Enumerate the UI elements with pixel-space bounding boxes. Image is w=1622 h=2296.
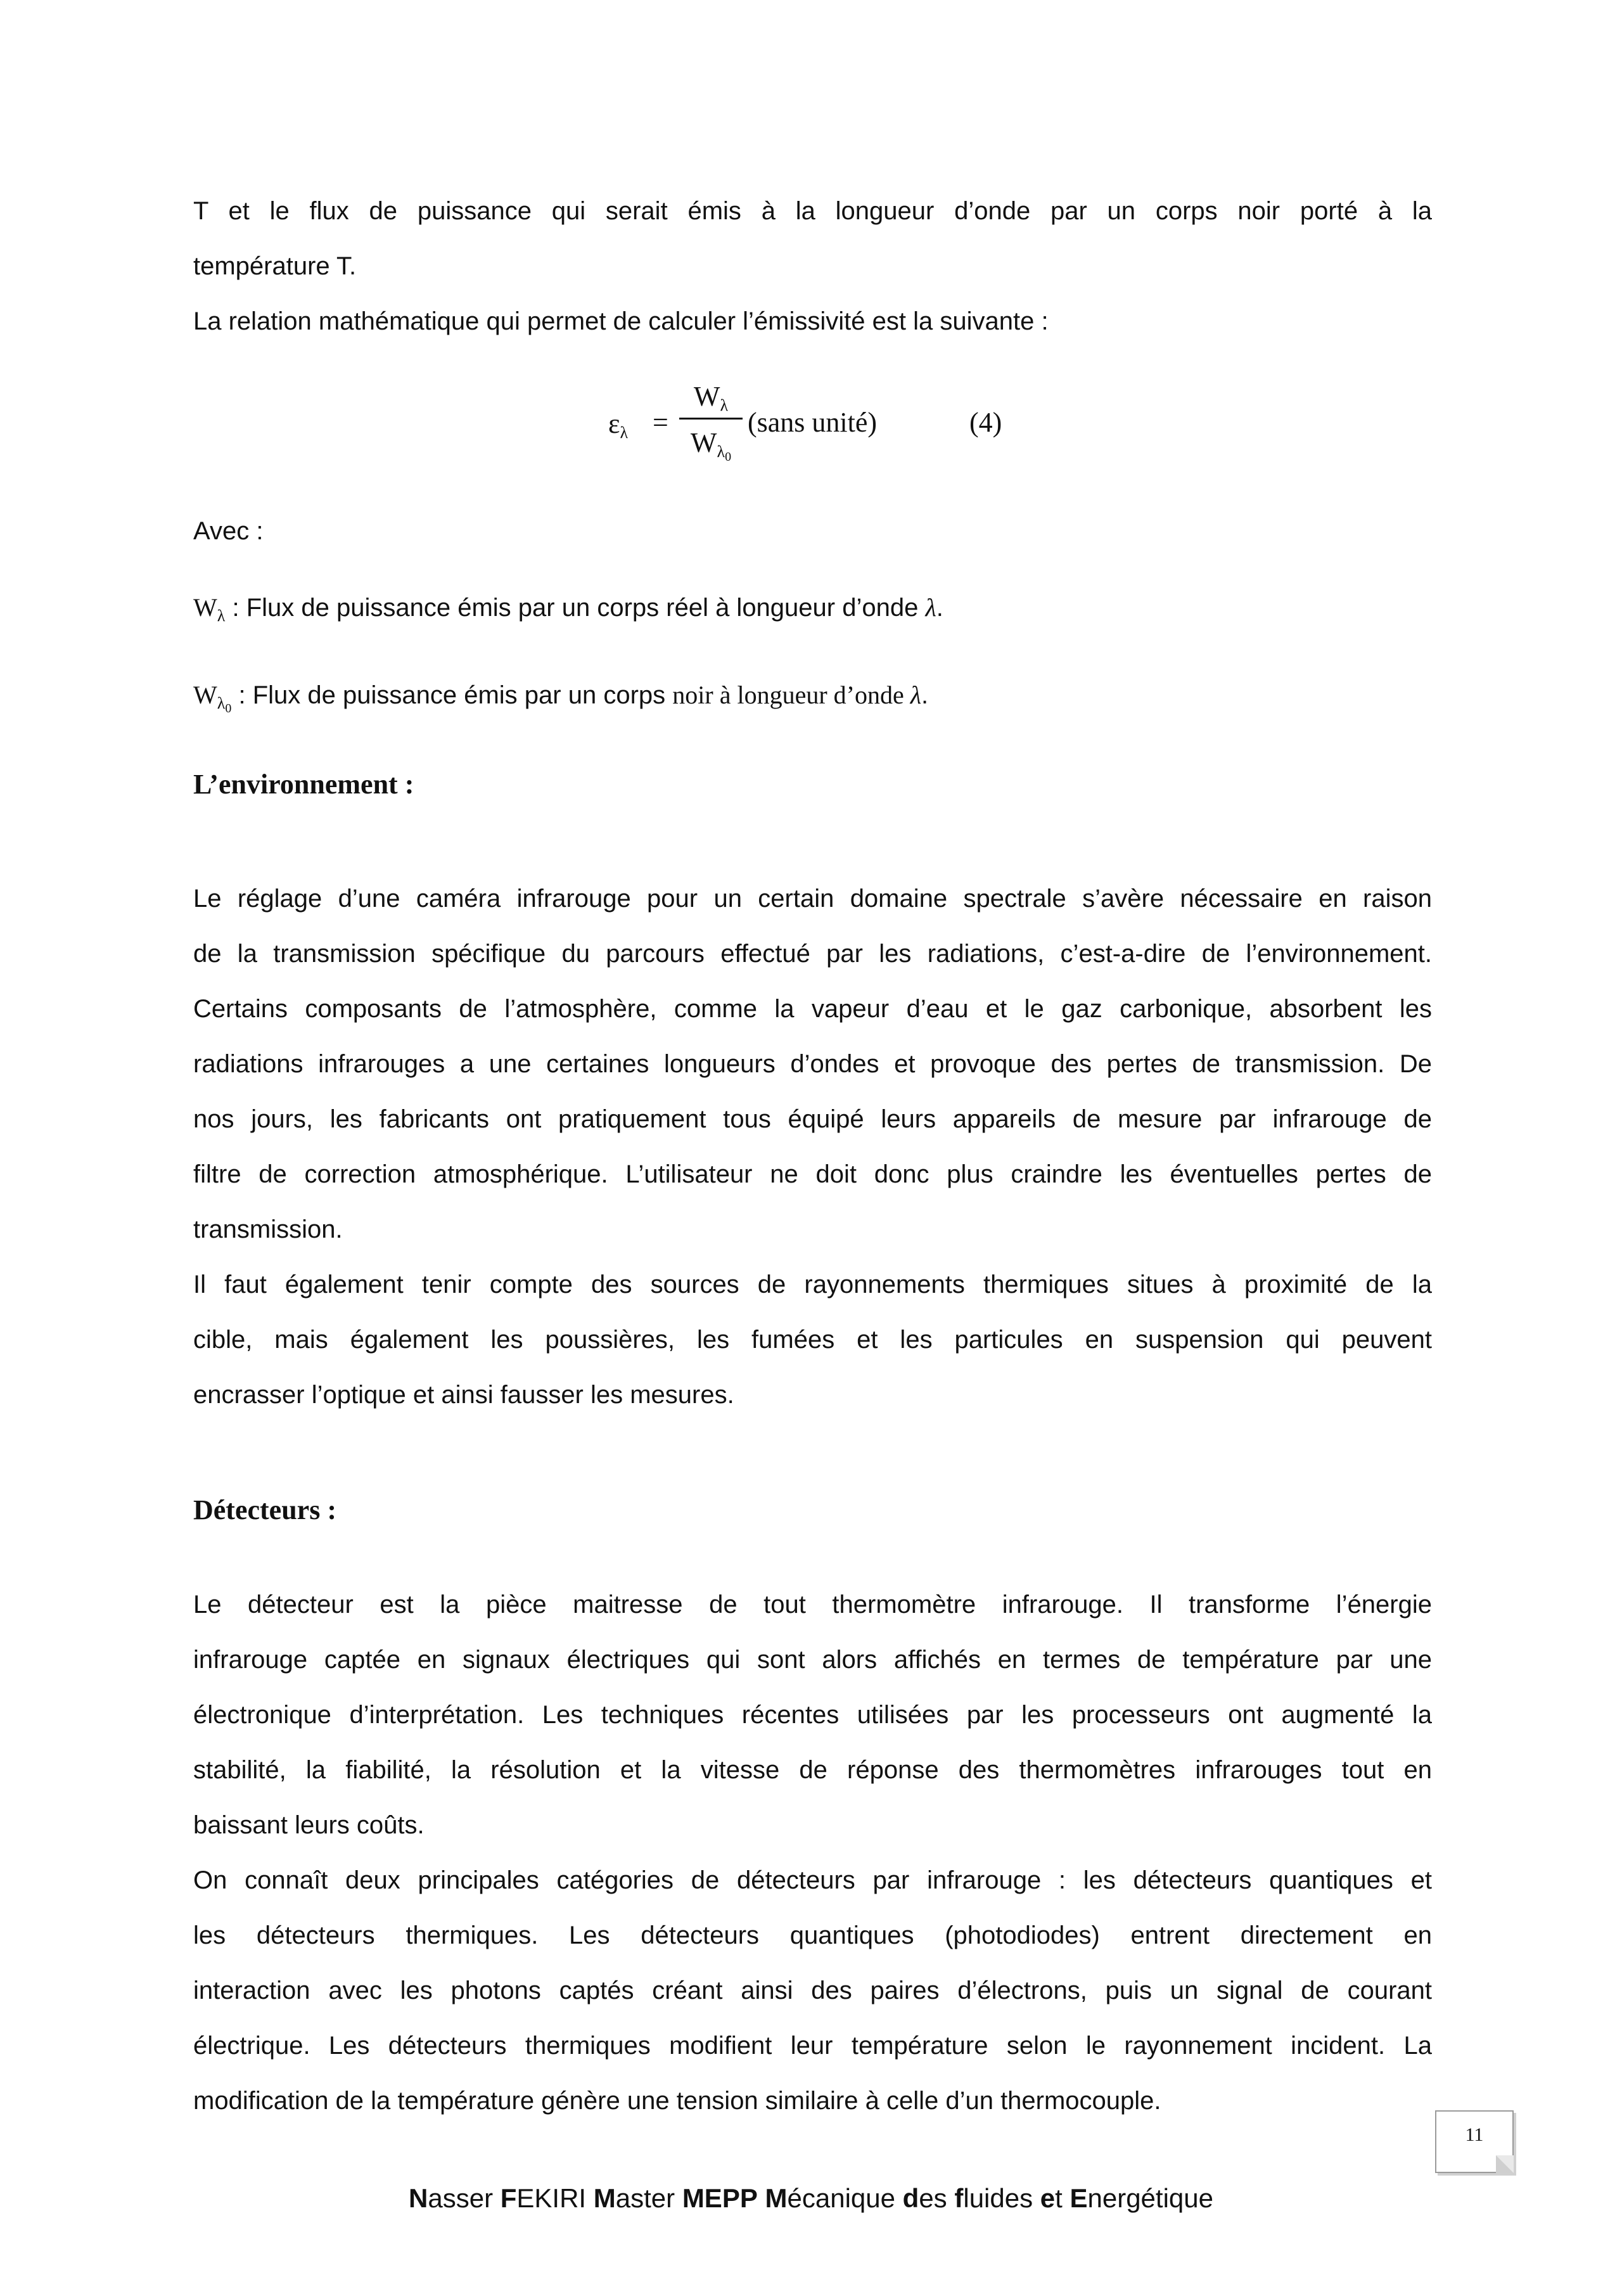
env-line: Le réglage d’une caméra infrarouge pour un certain domaine spectrale s’avère nécessaire en raison	[193, 885, 1432, 913]
env-line: Il faut également tenir compte des sources de rayonnements thermiques situes à proximité de la	[193, 1271, 1432, 1299]
formula-denominator: $W_{\lambda_0}$	[690, 427, 732, 464]
formula-lhs: $\varepsilon_\lambda$	[608, 408, 629, 442]
env-line: filtre de correction atmosphérique. L’utilisateur ne doit donc plus craindre les éventuelles pertes de	[193, 1160, 1432, 1188]
env-line: cible, mais également les poussières, les fumées et les particules en suspension qui peuvent	[193, 1326, 1432, 1354]
det-line: les détecteurs thermiques. Les détecteurs quantiques (photodiodes) entrent directement en	[193, 1921, 1432, 1949]
env-line: Certains composants de l’atmosphère, comme la vapeur d’eau et le gaz carbonique, absorbent les	[193, 995, 1432, 1023]
det-line: baissant leurs coûts.	[193, 1811, 425, 1839]
definition-w-lambda: $W_\lambda$ : Flux de puissance émis par un corps réel à longueur d’onde λ.	[193, 593, 943, 625]
fraction-bar	[679, 418, 743, 420]
env-line: radiations infrarouges a une certaines longueurs d’ondes et provoque des pertes de transmission. De	[193, 1050, 1432, 1078]
equation-number: (4)	[969, 407, 1002, 438]
page-number-box	[1435, 2110, 1514, 2173]
page-footer: Nasser FEKIRI Master MEPP Mécanique des fluides et Energétique	[409, 2183, 1213, 2213]
env-line: encrasser l’optique et ainsi fausser les mesures.	[193, 1381, 734, 1409]
intro-line-3: La relation mathématique qui permet de calculer l’émissivité est la suivante :	[193, 307, 1049, 335]
page-fold-icon	[1496, 2155, 1514, 2173]
formula-unit: (sans unité)	[748, 407, 878, 438]
det-line: électrique. Les détecteurs thermiques modifient leur température selon le rayonnement incident. La	[193, 2032, 1432, 2060]
formula-equals: =	[653, 407, 668, 438]
env-line: de la transmission spécifique du parcours effectué par les radiations, c’est-a-dire de l’environnement.	[193, 940, 1432, 968]
det-line: interaction avec les photons captés créant ainsi des paires d’électrons, puis un signal de courant	[193, 1977, 1432, 2004]
det-line: électronique d’interprétation. Les techniques récentes utilisées par les processeurs ont augmenté la	[193, 1701, 1432, 1729]
intro-line-2: température T.	[193, 252, 357, 280]
det-line: infrarouge captée en signaux électriques qui sont alors affichés en termes de température par une	[193, 1646, 1432, 1674]
det-line: Le détecteur est la pièce maitresse de tout thermomètre infrarouge. Il transforme l’énergie	[193, 1591, 1432, 1619]
emissivity-formula	[608, 377, 1115, 478]
formula-fraction	[679, 377, 743, 463]
heading-detecteurs: Détecteurs :	[193, 1494, 336, 1525]
page-number: 11	[1465, 2124, 1484, 2145]
avec-label: Avec :	[193, 517, 264, 545]
env-line: nos jours, les fabricants ont pratiquement tous équipé leurs appareils de mesure par infrarouge de	[193, 1105, 1432, 1133]
intro-line-1: T et le flux de puissance qui serait émis à la longueur d’onde par un corps noir porté à la	[193, 197, 1432, 225]
det-line: modification de la température génère une tension similaire à celle d’un thermocouple.	[193, 2087, 1161, 2115]
env-line: transmission.	[193, 1215, 343, 1243]
det-line: stabilité, la fiabilité, la résolution et la vitesse de réponse des thermomètres infrarouges tout en	[193, 1756, 1432, 1784]
formula-numerator: $W_\lambda$	[693, 381, 729, 414]
det-line: On connaît deux principales catégories de détecteurs par infrarouge : les détecteurs quantiques et	[193, 1866, 1432, 1894]
definition-w-lambda-0: $W_{\lambda_0}$ : Flux de puissance émis par un corps noir à longueur d’onde λ.	[193, 681, 929, 715]
heading-environnement: L’environnement :	[193, 769, 414, 800]
